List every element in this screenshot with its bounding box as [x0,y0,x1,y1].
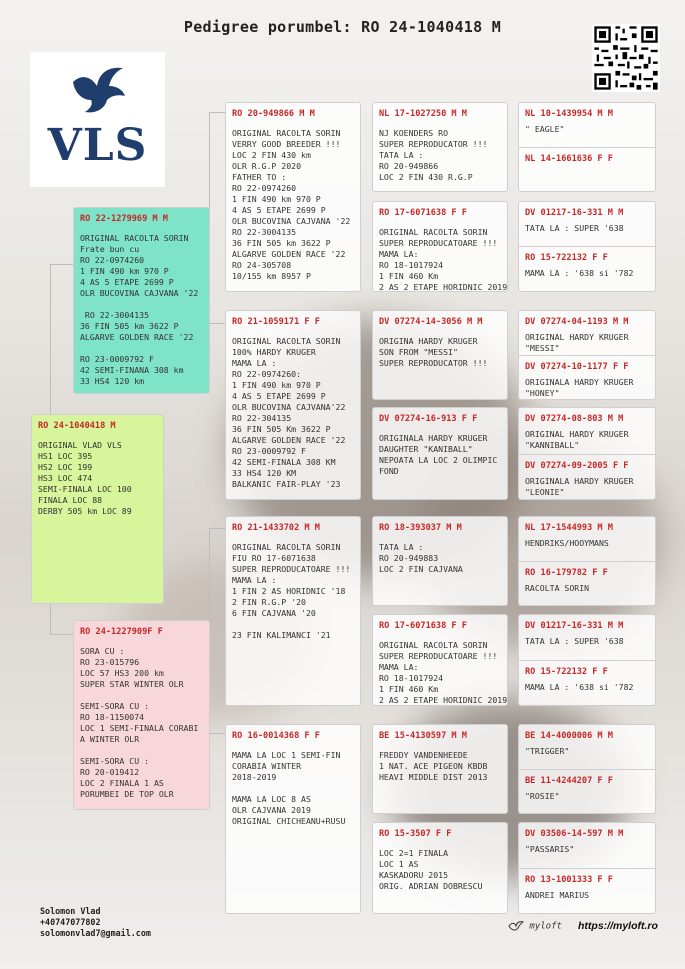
card-details: TATA LA : SUPER '638 [525,636,624,646]
gen5-pair-card [518,310,656,400]
card-details: ORIGINAL RACOLTA SORIN VERRY GOOD BREEDER !!! LOC 2 FIN 430 km OLR R.G.P 2020 FATHER TO : RO 22-0974260 1 FIN 490 km 970 P 4 AS 5 ETAPE 2699 P OLR BUCOVINA CAJVANA '22 RO 22-3004135 36 FIN 505 km 3622 P ALGARVE GOLDEN RACE '22 RO 24-305708 10/155 km 8957 P [232,128,351,281]
page-title: Pedigree porumbel: RO 24-1040418 M [183,18,502,36]
owner-contact [40,906,151,939]
website-link[interactable]: https://myloft.ro [578,920,658,932]
card-details: ORIGINAL RACOLTA SORIN 100% HARDY KRUGER MAMA LA : RO 22-0974260: 1 FIN 490 km 970 P 4 AS 5 ETAPE 2699 P OLR BUCOVINA CAJVANA'22 RO 22-304135 36 FIN 505 Km 3622 P ALGARVE GOLDEN RACE '22 RO 23-0009792 F 42 SEMI-FINALA 308 KM 33 HS4 120 KM BALKANIC FAIR-PLAY '23 [232,336,346,489]
card-details: SORA CU : RO 23-015796 LOC 57 HS3 200 km SUPER STAR WINTER OLR SEMI-SORA CU : RO 18-1150074 LOC 1 SEMI-FINALA CORABI A WINTER OLR SEMI-SORA CU : RO 20-019412 LOC 2 FINALA 1 AS PORUMBEI DE TOP OLR [80,646,199,799]
ring-number: RO 16-0014368 F F [232,731,320,741]
gen5-entry [519,615,655,660]
gen5-entry [519,725,655,769]
connector [209,528,226,734]
gen5-entry [519,868,655,914]
owner-email[interactable]: solomonvlad7@gmail.com [40,928,151,938]
gen4-card [372,310,508,400]
gen4-card [372,407,508,500]
brand-name: myloft [529,921,562,932]
ring-number: DV 07274-14-3056 M M [379,317,483,327]
ring-number: NL 14-1661636 F F [525,154,613,164]
gen5-entry [519,408,655,454]
gen4-card [372,822,508,914]
card-details: " EAGLE" [525,124,565,134]
gen5-entry [519,561,655,606]
bird-icon [508,920,524,932]
granddam-paternal-card [225,310,361,500]
grandsire-paternal-card [225,102,361,292]
gen5-entry [519,660,655,706]
card-details: ORIGINALA HARDY KRUGER "LEONIE" [525,476,634,497]
gen5-entry [519,103,655,147]
card-details: ORIGINAL HARDY KRUGER "MESSI" [525,332,629,353]
myloft-brand [508,920,562,932]
gen5-pair-card [518,724,656,814]
ring-number: NL 17-1027250 M M [379,109,467,119]
granddam-maternal-card [225,724,361,914]
ring-number: RO 24-1040418 M [38,421,116,431]
card-details: RACOLTA SORIN [525,583,590,593]
gen4-card [372,516,508,606]
connector [209,112,226,324]
owner-phone: +40747077802 [40,917,101,927]
card-details: ORIGINAL RACOLTA SORIN SUPER REPRODUCATOARE !!! MAMA LA: RO 18-1017924 1 FIN 460 Km 2 AS 2 ETAPE HORIDNIC 2019 [379,227,508,292]
gen5-pair-card [518,614,656,706]
logo-text: VLS [47,120,148,171]
card-details: ORIGINAL HARDY KRUGER "KANNIBALL" [525,429,629,450]
gen5-entry [519,769,655,814]
ring-number: RO 15-3507 F F [379,829,452,839]
ring-number: RO 18-393037 M M [379,523,462,533]
qr-code [592,24,660,92]
vls-logo [30,52,165,187]
card-details: TATA LA : RO 20-949883 LOC 2 FIN CAJVANA [379,542,463,574]
ring-number: NL 17-1544993 M M [525,523,613,533]
connector [50,604,75,635]
card-details: ORIGINAL VLAD VLS HS1 LOC 395 HS2 LOC 199 HS3 LOC 474 SEMI-FINALA LOC 100 FINALA LOC 88 DERBY 505 km LOC 89 [38,440,132,516]
card-details: "TRIGGER" [525,746,570,756]
ring-number: DV 07274-16-913 F F [379,414,478,424]
sire-card [73,207,210,394]
ring-number: RO 17-6071638 F F [379,621,467,631]
ring-number: NL 10-1439954 M M [525,109,613,119]
ring-number: RO 13-1001333 F F [525,875,613,885]
gen4-card [372,614,508,706]
ring-number: RO 15-722132 F F [525,253,608,263]
ring-number: DV 03506-14-597 M M [525,829,624,839]
ring-number: RO 15-722132 F F [525,667,608,677]
card-details: ORIGINAL RACOLTA SORIN Frate bun cu RO 22-0974260 1 FIN 490 km 970 P 4 AS 5 ETAPE 2699 P OLR BUCOVINA CAJVANA '22 RO 22-3004135 36 FIN 505 km 3622 P ALGARVE GOLDEN RACE '22 RO 23-0009792 F 42 SEMI-FINANA 308 km 33 HS4 120 km [80,233,199,386]
ring-number: RO 22-1279969 M M [80,214,168,224]
gen5-pair-card [518,822,656,914]
gen4-card [372,102,508,192]
gen5-pair-card [518,201,656,292]
card-details: LOC 2=1 FINALA LOC 1 AS KASKADORU 2015 ORIG. ADRIAN DOBRESCU [379,848,483,891]
gen4-card [372,201,508,292]
card-details: NJ KOENDERS RO SUPER REPRODUCATOR !!! TATA LA : RO 20-949866 LOC 2 FIN 430 R.G.P [379,128,488,182]
card-details: TATA LA : SUPER '638 [525,223,624,233]
card-details: ORIGINAL RACOLTA SORIN FIU RO 17-6071638 SUPER REPRODUCATOARE !!! MAMA LA : 1 FIN 2 AS HORIDNIC '18 2 FIN R.G.P '20 6 FIN CAJVANA '20 23 FIN KALIMANCI '21 [232,542,351,640]
gen5-entry [519,202,655,246]
ring-number: RO 21-1433702 M M [232,523,320,533]
gen5-entry [519,355,655,400]
ring-number: BE 11-4244207 F F [525,776,613,786]
ring-number: DV 07274-04-1193 M M [525,317,629,327]
card-details: HENDRIKS/HOOYMANS [525,538,609,548]
gen5-pair-card [518,102,656,192]
card-details: ANDREI MARIUS [525,890,590,900]
card-details: ORIGINALA HARDY KRUGER "HONEY" [525,377,634,398]
ring-number: RO 17-6071638 F F [379,208,467,218]
ring-number: DV 01217-16-331 M M [525,621,624,631]
card-details: ORIGINAL RACOLTA SORIN SUPER REPRODUCATOARE !!! MAMA LA: RO 18-1017924 1 FIN 460 Km 2 AS 2 ETAPE HORIDNIC 2019 [379,640,508,705]
card-details: "PASSARIS" [525,844,575,854]
gen5-entry [519,246,655,292]
ring-number: DV 07274-08-803 M M [525,414,624,424]
dam-card [73,620,210,810]
ring-number: DV 07274-09-2005 F F [525,461,629,471]
ring-number: RO 16-179782 F F [525,568,608,578]
card-details: "ROSIE" [525,791,560,801]
ring-number: BE 15-4130597 M M [379,731,467,741]
gen5-entry [519,311,655,355]
owner-name: Solomon Vlad [40,906,101,916]
card-details: MAMA LA LOC 1 SEMI-FIN CORABIA WINTER 2018-2019 MAMA LA LOC 8 AS OLR CAJVANA 2019 ORIGINAL CHICHEANU+RUSU [232,750,346,826]
gen5-entry [519,147,655,192]
subject-card [31,414,164,604]
card-details: MAMA LA : '638 si '782 [525,268,634,278]
grandsire-maternal-card [225,516,361,706]
connector [50,264,75,415]
card-details: FREDDY VANDENHEEDE 1 NAT. ACE PIGEON KBDB HEAVI MIDDLE DIST 2013 [379,750,488,782]
ring-number: BE 14-4000006 M M [525,731,613,741]
ring-number: RO 21-1059171 F F [232,317,320,327]
ring-number: RO 20-949866 M M [232,109,315,119]
ring-number: DV 01217-16-331 M M [525,208,624,218]
gen5-entry [519,823,655,868]
gen5-pair-card [518,516,656,606]
card-details: MAMA LA : '638 si '782 [525,682,634,692]
gen5-entry [519,517,655,561]
gen5-pair-card [518,407,656,500]
dove-icon [63,60,133,120]
card-details: ORIGINA HARDY KRUGER SON FROM "MESSI" SUPER REPRODUCATOR !!! [379,336,488,368]
gen5-entry [519,454,655,500]
ring-number: DV 07274-10-1177 F F [525,362,629,372]
ring-number: RO 24-1227909F F [80,627,163,637]
gen4-card [372,724,508,814]
card-details: ORIGINALA HARDY KRUGER DAUGHTER "KANIBALL" NEPOATA LA LOC 2 OLIMPIC FOND [379,433,498,476]
